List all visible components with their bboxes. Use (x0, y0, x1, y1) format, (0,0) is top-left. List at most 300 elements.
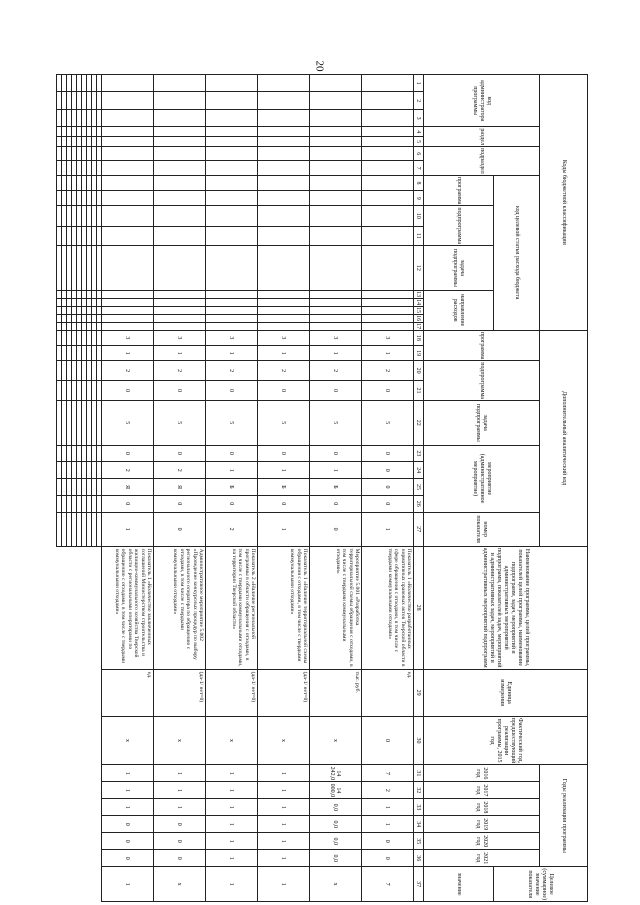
extra-code-cell: 2 (154, 462, 206, 479)
extra-code-cell: Я (102, 479, 154, 496)
column-number: 12 (414, 246, 424, 291)
empty-cell (62, 479, 67, 496)
empty-cell (92, 322, 97, 330)
budget-code-cell (102, 161, 154, 175)
target-value-header: значение (424, 867, 494, 902)
budget-code-cell (206, 175, 258, 190)
table-row (258, 75, 310, 902)
budget-code-cell (102, 298, 154, 306)
budget-code-cell (102, 322, 154, 330)
empty-cell (77, 206, 82, 226)
empty-cell (72, 161, 77, 175)
extra-code-cell: 0 (310, 445, 362, 462)
empty-cell (97, 345, 102, 360)
empty-cell (67, 479, 72, 496)
extra-code-cell: 3 (154, 330, 206, 345)
empty-cell (92, 400, 97, 445)
budget-code-cell (362, 92, 414, 109)
budget-code-cell (258, 314, 310, 322)
empty-cell (62, 127, 67, 137)
row-name: Показатель 2 «Наличие региональной программы в области обращения с отходами, в том числе с твердыми коммунальными отходами, на территории Тверской области» (206, 546, 258, 669)
budget-code-cell (362, 314, 414, 322)
empty-cell (62, 330, 67, 345)
budget-code-cell (206, 147, 258, 161)
column-number: 7 (414, 161, 424, 175)
empty-cell (87, 445, 92, 462)
column-number: 29 (414, 669, 424, 716)
empty-cell (82, 92, 87, 109)
table-row (154, 75, 206, 902)
empty-cell (67, 137, 72, 147)
y2021-header: 2021 год (424, 850, 540, 867)
row-unit: ед. (102, 669, 154, 716)
empty-cell (82, 345, 87, 360)
row-2018: 1 (362, 799, 414, 816)
empty-cell (72, 400, 77, 445)
empty-row (87, 75, 92, 902)
empty-cell (97, 75, 102, 92)
extra-code-cell: 0 (310, 381, 362, 401)
empty-cell (72, 109, 77, 126)
empty-cell (72, 92, 77, 109)
budget-code-cell (102, 306, 154, 314)
budget-code-cell (258, 298, 310, 306)
budget-code-cell (310, 290, 362, 298)
extra-code-cell: 1 (154, 345, 206, 360)
budget-code-cell (362, 226, 414, 246)
empty-cell (82, 361, 87, 381)
row-2017: 1 (102, 782, 154, 799)
budget-code-cell (154, 92, 206, 109)
empty-cell (62, 175, 67, 190)
empty-cell (97, 330, 102, 345)
extra-code-cell: 1 (258, 512, 310, 546)
budget-code-cell (362, 161, 414, 175)
empty-cell (97, 127, 102, 137)
empty-cell (72, 345, 77, 360)
column-number: 18 (414, 330, 424, 345)
row-fact: х (154, 716, 206, 765)
empty-row (57, 75, 62, 902)
extra-code-cell: Б (310, 479, 362, 496)
empty-cell (82, 161, 87, 175)
budget-code-cell (154, 191, 206, 206)
prog-code-header: программа (424, 330, 540, 361)
empty-cell (92, 75, 97, 92)
extra-code-cell: 0 (154, 381, 206, 401)
empty-cell (82, 512, 87, 546)
empty-cell (67, 495, 72, 512)
row-fact: 0 (362, 716, 414, 765)
empty-row (67, 75, 72, 902)
empty-cell (62, 381, 67, 401)
empty-cell (92, 92, 97, 109)
empty-cell (82, 479, 87, 496)
budget-code-cell (154, 206, 206, 226)
empty-cell (67, 381, 72, 401)
empty-cell (62, 109, 67, 126)
empty-cell (67, 92, 72, 109)
row-2016: 7 (362, 765, 414, 782)
row-target: 1 (206, 867, 258, 902)
budget-code-cell (258, 191, 310, 206)
budget-code-cell (206, 127, 258, 137)
budget-code-cell (154, 161, 206, 175)
budget-code-cell (154, 298, 206, 306)
budget-code-cell (310, 246, 362, 291)
row-2019: 1 (362, 816, 414, 833)
budget-code-cell (206, 306, 258, 314)
empty-cell (92, 361, 97, 381)
budget-code-cell (154, 175, 206, 190)
empty-cell (57, 109, 62, 126)
extra-code-cell: Б (258, 479, 310, 496)
empty-cell (77, 127, 82, 137)
extra-code-cell: 0 (310, 495, 362, 512)
row-2019: 0,0 (310, 816, 362, 833)
y2020-header: 2020 год (424, 833, 540, 850)
subprogram-header: подпрограмма (424, 206, 494, 246)
empty-cell (57, 479, 62, 496)
row-fact: х (258, 716, 310, 765)
budget-code-cell (310, 127, 362, 137)
extra-code-cell: 0 (362, 462, 414, 479)
empty-cell (77, 92, 82, 109)
row-2020: 1 (206, 833, 258, 850)
empty-cell (62, 290, 67, 298)
empty-cell (67, 147, 72, 161)
extra-code-cell: 0 (206, 445, 258, 462)
row-name: Показатель 1 «Наличие территориальной схемы обращения с отходами, в том числе с твердыми коммунальными отходами» (258, 546, 310, 669)
empty-cell (57, 361, 62, 381)
empty-cell (72, 462, 77, 479)
budget-code-cell (258, 175, 310, 190)
budget-code-cell (206, 137, 258, 147)
row-2018: 1 (154, 799, 206, 816)
empty-cell (72, 191, 77, 206)
empty-cell (87, 361, 92, 381)
empty-cell (92, 290, 97, 298)
budget-code-cell (206, 226, 258, 246)
empty-cell (97, 306, 102, 314)
row-2018: 0,0 (310, 799, 362, 816)
budget-code-cell (258, 75, 310, 92)
row-2018: 1 (102, 799, 154, 816)
empty-cell (57, 512, 62, 546)
empty-cell (67, 322, 72, 330)
budget-code-cell (154, 147, 206, 161)
empty-cell (72, 322, 77, 330)
row-2016: 14 242,0 (310, 765, 362, 782)
budget-code-cell (310, 92, 362, 109)
budget-code-cell (206, 322, 258, 330)
extra-code-cell: 1 (310, 462, 362, 479)
budget-code-cell (154, 127, 206, 137)
empty-cell (72, 479, 77, 496)
empty-cell (97, 137, 102, 147)
budget-code-cell (310, 226, 362, 246)
extra-code-cell: 3 (362, 330, 414, 345)
budget-code-cell (362, 322, 414, 330)
y2019-header: 2019 год (424, 816, 540, 833)
empty-row (72, 75, 77, 902)
extra-code-cell: 1 (102, 345, 154, 360)
empty-cell (77, 290, 82, 298)
empty-cell (92, 298, 97, 306)
empty-cell (87, 137, 92, 147)
empty-cell (77, 361, 82, 381)
budget-code-cell (310, 161, 362, 175)
empty-cell (62, 246, 67, 291)
column-number: 4 (414, 127, 424, 137)
empty-cell (92, 161, 97, 175)
row-unit: ед. (362, 669, 414, 716)
budget-code-cell (102, 226, 154, 246)
empty-cell (67, 175, 72, 190)
extra-code-cell: 2 (362, 361, 414, 381)
column-number: 30 (414, 716, 424, 765)
row-unit: тыс. руб. (310, 669, 362, 716)
empty-cell (77, 512, 82, 546)
budget-code-cell (258, 322, 310, 330)
column-number: 23 (414, 445, 424, 462)
empty-cell (72, 75, 77, 92)
y2018-header: 2018 год (424, 799, 540, 816)
empty-cell (72, 314, 77, 322)
budget-code-cell (206, 314, 258, 322)
budget-code-cell (310, 206, 362, 226)
budget-code-cell (206, 246, 258, 291)
budget-code-cell (206, 92, 258, 109)
column-number: 21 (414, 381, 424, 401)
unit-header: Единица измерения (424, 669, 588, 716)
extra-code-cell: 0 (206, 495, 258, 512)
empty-cell (57, 314, 62, 322)
column-number: 26 (414, 495, 424, 512)
empty-cell (62, 75, 67, 92)
extra-code-cell: Б (206, 479, 258, 496)
empty-cell (57, 206, 62, 226)
empty-cell (92, 147, 97, 161)
empty-cell (97, 92, 102, 109)
empty-cell (67, 330, 72, 345)
column-number: 10 (414, 206, 424, 226)
extra-code-cell: 1 (362, 512, 414, 546)
extra-code-cell: 0 (362, 479, 414, 496)
column-number: 14 (415, 299, 422, 306)
subprog-code-header: подпрограмма (424, 361, 540, 401)
extra-code-cell: 0 (258, 445, 310, 462)
extra-code-cell: 0 (154, 495, 206, 512)
budget-code-cell (154, 109, 206, 126)
budget-code-cell (258, 290, 310, 298)
empty-cell (62, 345, 67, 360)
row-2020: 0 (102, 833, 154, 850)
kbk-admin-header: код администратора программы (424, 75, 540, 127)
empty-cell (57, 462, 62, 479)
empty-cell (62, 322, 67, 330)
empty-cell (77, 445, 82, 462)
empty-cell (72, 361, 77, 381)
empty-cell (72, 175, 77, 190)
budget-code-cell (258, 161, 310, 175)
empty-cell (92, 479, 97, 496)
extra-code-cell: 0 (362, 381, 414, 401)
empty-cell (97, 314, 102, 322)
row-2019: 0 (102, 816, 154, 833)
row-2021: 0 (154, 850, 206, 867)
empty-cell (87, 226, 92, 246)
empty-cell (77, 191, 82, 206)
empty-cell (92, 345, 97, 360)
extra-code-cell: 2 (102, 462, 154, 479)
empty-cell (87, 345, 92, 360)
empty-cell (97, 322, 102, 330)
budget-code-cell (258, 109, 310, 126)
empty-cell (57, 330, 62, 345)
budget-code-cell (102, 92, 154, 109)
empty-cell (67, 306, 72, 314)
empty-cell (87, 75, 92, 92)
empty-cell (57, 400, 62, 445)
empty-cell (82, 127, 87, 137)
empty-cell (82, 495, 87, 512)
empty-cell (62, 92, 67, 109)
extra-code-cell: 5 (102, 400, 154, 445)
empty-cell (82, 175, 87, 190)
budget-code-cell (206, 161, 258, 175)
empty-cell (87, 161, 92, 175)
empty-cell (87, 495, 92, 512)
empty-cell (67, 191, 72, 206)
empty-row (77, 75, 82, 902)
empty-cell (62, 400, 67, 445)
budget-code-cell (362, 306, 414, 314)
empty-cell (87, 92, 92, 109)
empty-cell (77, 226, 82, 246)
empty-cell (82, 75, 87, 92)
row-fact: х (102, 716, 154, 765)
budget-code-cell (206, 191, 258, 206)
row-fact: х (206, 716, 258, 765)
budget-code-cell (362, 127, 414, 137)
table-row (102, 75, 154, 902)
budget-code-cell (206, 206, 258, 226)
column-number: 5 (414, 137, 424, 147)
empty-cell (77, 137, 82, 147)
empty-cell (77, 175, 82, 190)
empty-cell (87, 322, 92, 330)
empty-cell (57, 147, 62, 161)
task-subprogram-header: задача подпрограммы (424, 246, 494, 291)
empty-row (82, 75, 87, 902)
budget-code-cell (102, 147, 154, 161)
empty-cell (57, 246, 62, 291)
empty-cell (97, 495, 102, 512)
empty-cell (97, 206, 102, 226)
budget-codes-header: Коды бюджетной классификации (540, 75, 588, 331)
row-2019: 0 (154, 816, 206, 833)
empty-cell (77, 345, 82, 360)
empty-cell (82, 400, 87, 445)
empty-cell (57, 306, 62, 314)
empty-cell (87, 306, 92, 314)
empty-cell (97, 246, 102, 291)
extra-code-cell: 2 (310, 361, 362, 381)
empty-cell (77, 314, 82, 322)
empty-cell (97, 109, 102, 126)
column-number: 9 (414, 191, 424, 206)
extra-code-cell: 1 (310, 345, 362, 360)
empty-cell (62, 445, 67, 462)
extra-code-cell: 1 (258, 462, 310, 479)
empty-cell (57, 137, 62, 147)
empty-cell (57, 75, 62, 92)
budget-code-cell (102, 109, 154, 126)
extra-code-cell: 0 (310, 512, 362, 546)
column-number: 35 (414, 833, 424, 850)
name-header: Наименование программы, целей программы, показателей целей программы, наименование подпрограмм, задач, мероприятий и административных мероприятий подпрограмм, показателей задач, мероприятий и административных задач, мероприятий и административных мероприятий подпрограмм (424, 546, 588, 669)
empty-cell (57, 381, 62, 401)
budget-code-cell (154, 137, 206, 147)
empty-cell (77, 147, 82, 161)
empty-cell (77, 306, 82, 314)
row-name: Мероприятие 5.001 «Разработка территориальной схемы обращения с отходами, в том числе с твердыми коммунальными отходами» (310, 546, 362, 669)
empty-cell (62, 462, 67, 479)
rotated-sheet (56, 74, 588, 902)
empty-cell (92, 109, 97, 126)
empty-cell (62, 361, 67, 381)
empty-cell (77, 246, 82, 291)
empty-cell (67, 314, 72, 322)
section-header: раздел (424, 127, 540, 147)
extra-code-cell: 1 (206, 462, 258, 479)
budget-code-cell (362, 75, 414, 92)
y2016-header: 2016 год (424, 765, 540, 782)
extra-code-cell: 0 (362, 495, 414, 512)
empty-cell (67, 298, 72, 306)
empty-cell (62, 147, 67, 161)
row-2016: 1 (154, 765, 206, 782)
row-2020: 0 (362, 833, 414, 850)
extra-code-cell: 0 (258, 381, 310, 401)
page-number: 20 (313, 60, 326, 72)
budget-code-cell (154, 290, 206, 298)
empty-cell (82, 246, 87, 291)
empty-cell (92, 512, 97, 546)
extra-code-cell: Я (154, 479, 206, 496)
row-target: 1 (102, 867, 154, 902)
fact-year-header: Фактический год, предшествующий реализации программы, 2015 год (424, 716, 588, 765)
empty-cell (87, 109, 92, 126)
y2017-header: 2017 год (424, 782, 540, 799)
task-code-header: задача подпрограммы (424, 400, 540, 445)
empty-cell (92, 127, 97, 137)
column-numbers-row (414, 75, 424, 902)
extra-code-cell: 5 (154, 400, 206, 445)
empty-cell (77, 479, 82, 496)
table-row (206, 75, 258, 902)
row-2017: 14 000,0 (310, 782, 362, 799)
indicator-code-header: номер показателя (424, 512, 540, 546)
budget-code-cell (362, 137, 414, 147)
empty-cell (97, 161, 102, 175)
budget-code-cell (310, 298, 362, 306)
empty-cell (97, 226, 102, 246)
column-number: 3 (414, 109, 424, 126)
budget-code-cell (310, 314, 362, 322)
column-number: 37 (414, 867, 424, 902)
